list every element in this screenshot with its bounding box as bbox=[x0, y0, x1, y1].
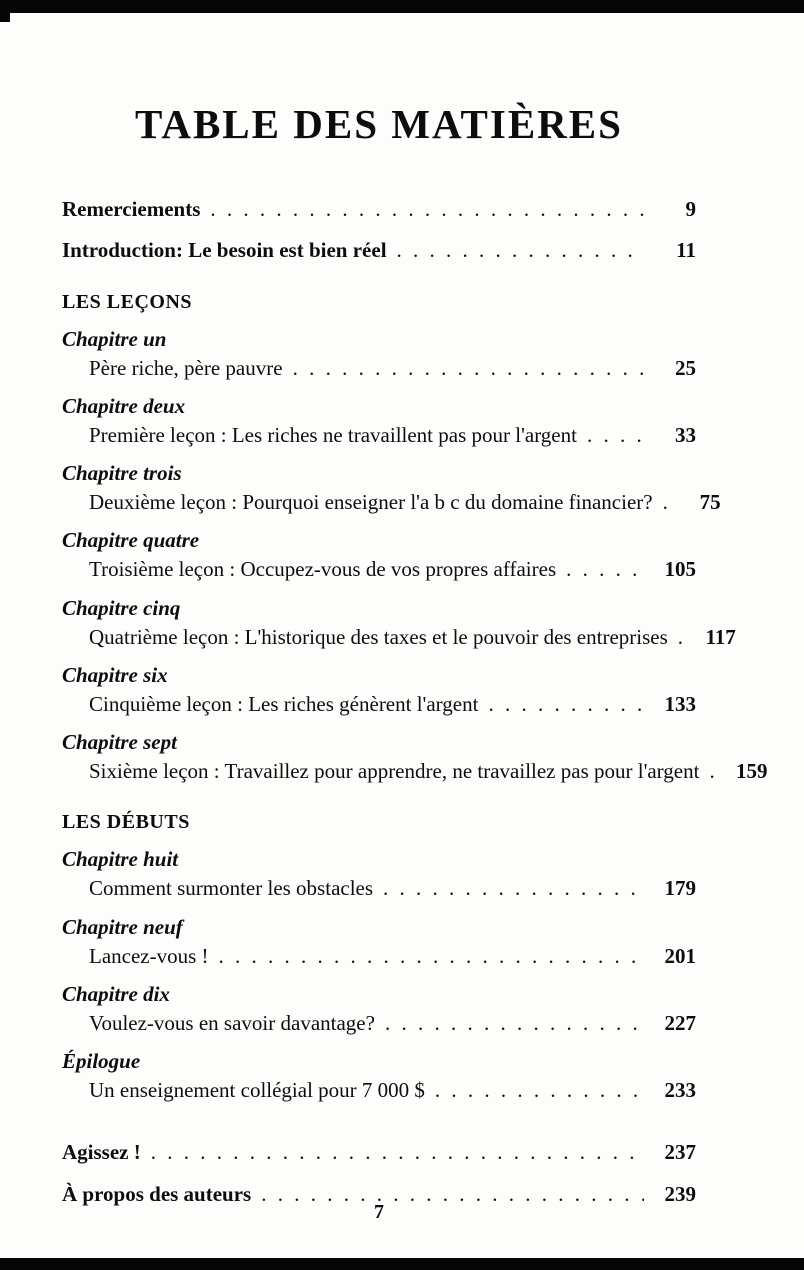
toc-page-number: 75 bbox=[699, 490, 721, 514]
toc-chapter-heading: Chapitre huit bbox=[62, 847, 179, 872]
toc-chapter-heading: Chapitre un bbox=[62, 326, 167, 351]
toc-entry-label: Deuxième leçon : Pourquoi enseigner l'a b c du domaine financier? bbox=[89, 490, 653, 514]
toc-row bbox=[62, 624, 736, 650]
toc-row bbox=[62, 943, 696, 969]
toc-page-number: 227 bbox=[664, 1010, 696, 1035]
toc-row bbox=[62, 422, 696, 448]
toc-row bbox=[62, 355, 696, 381]
dot-leader bbox=[397, 237, 644, 263]
toc-page-number: 201 bbox=[664, 943, 696, 968]
dot-leader bbox=[488, 691, 644, 717]
toc-chapter-heading: Chapitre deux bbox=[62, 393, 186, 418]
dot-leader bbox=[678, 624, 684, 650]
toc-section-header: LES LEÇONS bbox=[62, 290, 193, 313]
toc-row bbox=[62, 237, 696, 263]
dot-leader bbox=[383, 875, 644, 901]
toc-row bbox=[62, 1139, 696, 1165]
dot-leader bbox=[663, 489, 669, 515]
toc-chapter-heading: Chapitre cinq bbox=[62, 595, 181, 620]
dot-leader bbox=[293, 355, 644, 381]
toc-page-number: 237 bbox=[664, 1140, 696, 1165]
toc-entry-label: Un enseignement collégial pour 7 000 $ bbox=[89, 1078, 425, 1102]
toc-page-number: 25 bbox=[675, 355, 696, 380]
page-content bbox=[62, 0, 768, 1207]
dot-leader bbox=[219, 943, 644, 969]
scan-artifact-bottom-bar bbox=[0, 1258, 804, 1270]
toc-page-number: 133 bbox=[664, 691, 696, 716]
toc-row bbox=[62, 875, 696, 901]
toc-entry-label: Voulez-vous en savoir davantage? bbox=[89, 1010, 375, 1035]
toc-page-number: 117 bbox=[705, 624, 736, 649]
toc-row bbox=[62, 196, 696, 222]
toc-row bbox=[62, 691, 696, 717]
toc-entry-label: Introduction: Le besoin est bien réel bbox=[62, 238, 387, 263]
toc-page-number: 11 bbox=[676, 238, 696, 263]
toc-chapter-heading: Chapitre quatre bbox=[62, 528, 200, 553]
dot-leader bbox=[587, 422, 644, 448]
toc-entry-label: Lancez-vous ! bbox=[89, 943, 209, 968]
toc-row bbox=[62, 1010, 696, 1036]
dot-leader bbox=[709, 758, 715, 784]
toc-chapter-heading: Épilogue bbox=[62, 1049, 141, 1073]
scan-artifact-top-left bbox=[0, 0, 10, 22]
toc-row bbox=[62, 1077, 696, 1103]
toc-entry-label: Père riche, père pauvre bbox=[89, 355, 283, 380]
toc-entry-label: Troisième leçon : Occupez-vous de vos propres affaires bbox=[89, 557, 557, 582]
toc-entry-label: Première leçon : Les riches ne travaillent pas pour l'argent bbox=[89, 422, 577, 447]
toc-chapter-heading: Chapitre dix bbox=[62, 981, 170, 1006]
toc-page-number: 239 bbox=[664, 1181, 696, 1206]
toc-row bbox=[62, 489, 721, 515]
toc-row bbox=[62, 758, 768, 784]
toc-page-number: 9 bbox=[685, 197, 696, 221]
toc-entry-label: Quatrième leçon : L'historique des taxes et le pouvoir des entreprises bbox=[89, 624, 668, 649]
dot-leader bbox=[385, 1010, 644, 1036]
toc-section-header: LES DÉBUTS bbox=[62, 811, 190, 834]
dot-leader bbox=[435, 1077, 644, 1103]
toc-chapter-heading: Chapitre trois bbox=[62, 461, 182, 485]
toc-entry-label: Agissez ! bbox=[62, 1140, 141, 1165]
toc-chapter-heading: Chapitre sept bbox=[62, 730, 177, 754]
toc-page-number: 159 bbox=[735, 759, 768, 783]
dot-leader bbox=[210, 196, 644, 222]
footer-page-number: 7 bbox=[374, 1201, 384, 1223]
toc-entry-label: Sixième leçon : Travaillez pour apprendre, ne travaillez pas pour l'argent bbox=[89, 759, 700, 783]
toc-entries bbox=[62, 196, 768, 1207]
toc-entry-label: Cinquième leçon : Les riches génèrent l'argent bbox=[89, 691, 479, 716]
toc-page-number: 179 bbox=[664, 876, 696, 901]
toc-entry-label: Comment surmonter les obstacles bbox=[89, 876, 374, 901]
dot-leader bbox=[151, 1139, 644, 1165]
toc-entry-label: À propos des auteurs bbox=[62, 1181, 252, 1206]
toc-chapter-heading: Chapitre neuf bbox=[62, 914, 183, 939]
page-title: TABLE DES MATIÈRES bbox=[135, 101, 623, 147]
toc-entry-label: Remerciements bbox=[62, 197, 201, 221]
toc-page-number: 233 bbox=[664, 1078, 696, 1102]
dot-leader bbox=[566, 556, 644, 582]
toc-chapter-heading: Chapitre six bbox=[62, 662, 168, 687]
toc-page-number: 105 bbox=[664, 557, 696, 582]
toc-row bbox=[62, 556, 696, 582]
toc-page-number: 33 bbox=[675, 422, 696, 447]
